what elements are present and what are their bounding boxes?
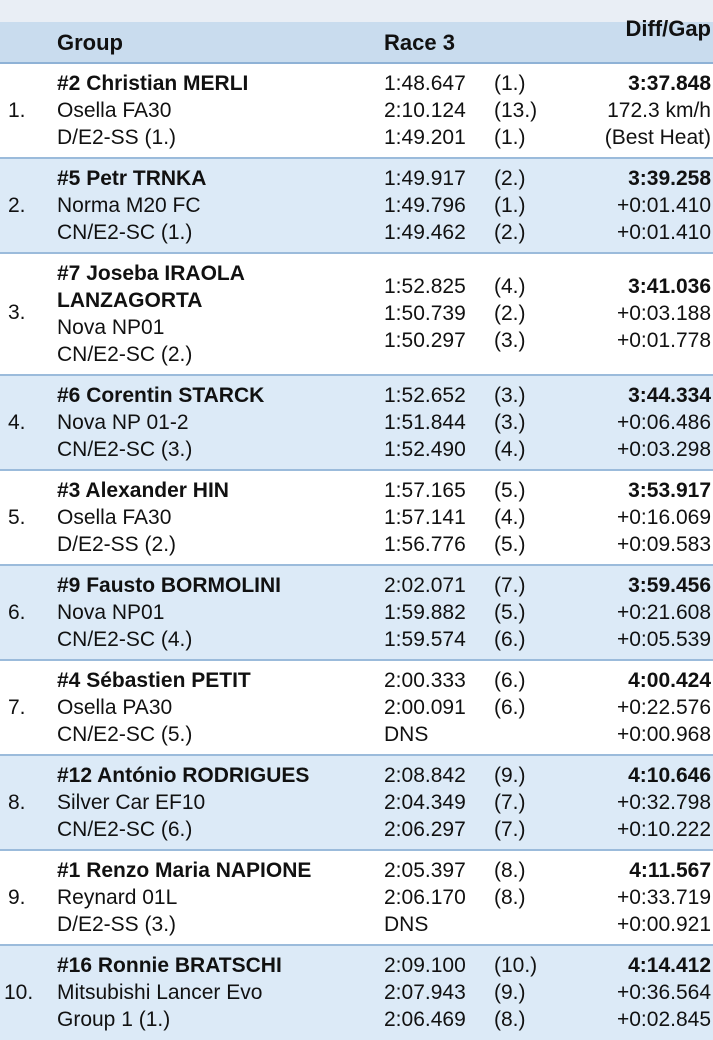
heat-time: 2:00.091 (384, 696, 466, 719)
heat-rank: (6.) (494, 628, 526, 651)
gap-value: 172.3 km/h (607, 99, 711, 122)
heat-rank: (1.) (494, 194, 526, 217)
heat-rank: (4.) (494, 506, 526, 529)
total-time: 3:37.848 (628, 72, 711, 95)
position: 7. (8, 696, 26, 719)
heat-rank: (7.) (494, 574, 526, 597)
heat-time: 1:49.917 (384, 167, 466, 190)
heat-time: 1:56.776 (384, 533, 466, 556)
total-time: 3:41.036 (628, 275, 711, 298)
heat-rank: (8.) (494, 886, 526, 909)
heat-rank: (6.) (494, 696, 526, 719)
car-model: Osella FA30 (57, 506, 172, 529)
heat-time: 2:10.124 (384, 99, 466, 122)
gap-value: +0:21.608 (616, 601, 711, 624)
car-model: Reynard 01L (57, 886, 178, 909)
total-time: 4:10.646 (628, 764, 711, 787)
heat-rank: (4.) (494, 275, 526, 298)
header-diff: Diff/Gap (625, 16, 711, 41)
heat-time: 1:50.739 (384, 302, 466, 325)
gap-value: +0:05.539 (616, 628, 711, 651)
heat-rank: (13.) (494, 99, 538, 122)
gap-value: +0:03.298 (616, 438, 711, 461)
table-row (0, 851, 713, 946)
heat-rank: (10.) (494, 954, 538, 977)
car-model: Nova NP 01-2 (57, 411, 189, 434)
driver-name: #6 Corentin STARCK (57, 384, 265, 407)
car-model: Osella FA30 (57, 99, 172, 122)
gap-value: +0:33.719 (616, 886, 711, 909)
heat-time: 1:59.882 (384, 601, 466, 624)
table-row (0, 159, 713, 254)
total-time: 4:14.412 (628, 954, 711, 977)
heat-time: 2:06.170 (384, 886, 466, 909)
heat-rank: (9.) (494, 981, 526, 1004)
position: 1. (8, 99, 26, 122)
gap-value: +0:06.486 (616, 411, 711, 434)
position: 6. (8, 601, 26, 624)
driver-name: #16 Ronnie BRATSCHI (57, 954, 282, 977)
gap-value: +0:09.583 (616, 533, 711, 556)
total-time: 3:53.917 (628, 479, 711, 502)
heat-time: 1:59.574 (384, 628, 466, 651)
heat-rank: (5.) (494, 601, 526, 624)
heat-time: 2:08.842 (384, 764, 466, 787)
heat-rank: (3.) (494, 329, 526, 352)
driver-name: #5 Petr TRNKA (57, 167, 207, 190)
gap-value: +0:16.069 (616, 506, 711, 529)
heat-rank: (7.) (494, 818, 526, 841)
heat-rank: (2.) (494, 167, 526, 190)
header-group: Group (57, 30, 123, 55)
class-rank: D/E2-SS (3.) (57, 913, 177, 936)
class-rank: CN/E2-SC (3.) (57, 438, 193, 461)
class-rank: CN/E2-SC (6.) (57, 818, 193, 841)
heat-rank: (8.) (494, 859, 526, 882)
heat-time: 1:49.796 (384, 194, 466, 217)
heat-time: 1:49.201 (384, 126, 466, 149)
gap-value: +0:01.410 (616, 221, 711, 244)
car-model: Silver Car EF10 (57, 791, 206, 814)
header-race: Race 3 (384, 30, 455, 55)
table-row (0, 376, 713, 471)
heat-time: DNS (384, 913, 429, 936)
gap-value: +0:22.576 (616, 696, 711, 719)
heat-rank: (3.) (494, 411, 526, 434)
heat-time: 2:09.100 (384, 954, 466, 977)
gap-value: +0:02.845 (616, 1008, 711, 1031)
table-row (0, 566, 713, 661)
heat-rank: (6.) (494, 669, 526, 692)
table-row (0, 254, 713, 376)
total-time: 3:59.456 (628, 574, 711, 597)
table-row (0, 661, 713, 756)
table-header (0, 16, 713, 64)
heat-time: DNS (384, 723, 429, 746)
heat-time: 2:06.297 (384, 818, 466, 841)
heat-time: 1:57.165 (384, 479, 466, 502)
top-band (0, 0, 713, 22)
heat-rank: (3.) (494, 384, 526, 407)
driver-name: #9 Fausto BORMOLINI (57, 574, 282, 597)
heat-rank: (8.) (494, 1008, 526, 1031)
gap-value: +0:00.921 (616, 913, 711, 936)
gap-value: +0:01.410 (616, 194, 711, 217)
gap-value: +0:01.778 (616, 329, 711, 352)
car-model: Nova NP01 (57, 601, 165, 624)
heat-time: 2:07.943 (384, 981, 466, 1004)
class-rank: CN/E2-SC (2.) (57, 343, 193, 366)
car-model: Nova NP01 (57, 316, 165, 339)
position: 4. (8, 411, 26, 434)
driver-name: #2 Christian MERLI (57, 72, 249, 95)
gap-value: +0:10.222 (616, 818, 711, 841)
heat-rank: (9.) (494, 764, 526, 787)
heat-time: 1:52.825 (384, 275, 466, 298)
heat-rank: (2.) (494, 302, 526, 325)
car-model: Osella PA30 (57, 696, 173, 719)
heat-rank: (1.) (494, 126, 526, 149)
gap-value: (Best Heat) (604, 126, 711, 149)
heat-rank: (1.) (494, 72, 526, 95)
position: 9. (8, 886, 26, 909)
position: 3. (8, 301, 26, 324)
heat-rank: (7.) (494, 791, 526, 814)
heat-rank: (5.) (494, 479, 526, 502)
heat-time: 2:06.469 (384, 1008, 466, 1031)
total-time: 4:11.567 (629, 859, 711, 882)
heat-time: 2:04.349 (384, 791, 466, 814)
position: 10. (4, 981, 34, 1004)
driver-name: #7 Joseba IRAOLA (57, 262, 245, 285)
heat-time: 1:49.462 (384, 221, 466, 244)
table-row (0, 946, 713, 1040)
driver-name: #1 Renzo Maria NAPIONE (57, 859, 312, 882)
class-rank: CN/E2-SC (5.) (57, 723, 193, 746)
heat-time: 2:00.333 (384, 669, 466, 692)
heat-time: 1:51.844 (384, 411, 466, 434)
gap-value: +0:32.798 (616, 791, 711, 814)
heat-rank: (5.) (494, 533, 526, 556)
gap-value: +0:03.188 (616, 302, 711, 325)
heat-rank: (2.) (494, 221, 526, 244)
heat-time: 1:48.647 (384, 72, 466, 95)
heat-time: 1:52.490 (384, 438, 466, 461)
total-time: 4:00.424 (628, 669, 711, 692)
heat-time: 2:02.071 (384, 574, 466, 597)
class-rank: D/E2-SS (2.) (57, 533, 177, 556)
driver-name: #3 Alexander HIN (57, 479, 229, 502)
driver-name: #4 Sébastien PETIT (57, 669, 251, 692)
heat-time: 2:05.397 (384, 859, 466, 882)
gap-value: +0:36.564 (616, 981, 711, 1004)
car-model: Mitsubishi Lancer Evo (57, 981, 263, 1004)
table-row (0, 756, 713, 851)
heat-time: 1:50.297 (384, 329, 466, 352)
driver-name-cont: LANZAGORTA (57, 289, 203, 312)
heat-rank: (4.) (494, 438, 526, 461)
position: 5. (8, 506, 26, 529)
class-rank: D/E2-SS (1.) (57, 126, 177, 149)
class-rank: CN/E2-SC (4.) (57, 628, 193, 651)
heat-time: 1:57.141 (384, 506, 466, 529)
position: 8. (8, 791, 26, 814)
table-row (0, 471, 713, 566)
heat-time: 1:52.652 (384, 384, 466, 407)
class-rank: CN/E2-SC (1.) (57, 221, 193, 244)
position: 2. (8, 194, 26, 217)
driver-name: #12 António RODRIGUES (57, 764, 310, 787)
total-time: 3:44.334 (628, 384, 711, 407)
table-row (0, 64, 713, 159)
class-rank: Group 1 (1.) (57, 1008, 171, 1031)
car-model: Norma M20 FC (57, 194, 201, 217)
total-time: 3:39.258 (628, 167, 711, 190)
gap-value: +0:00.968 (616, 723, 711, 746)
